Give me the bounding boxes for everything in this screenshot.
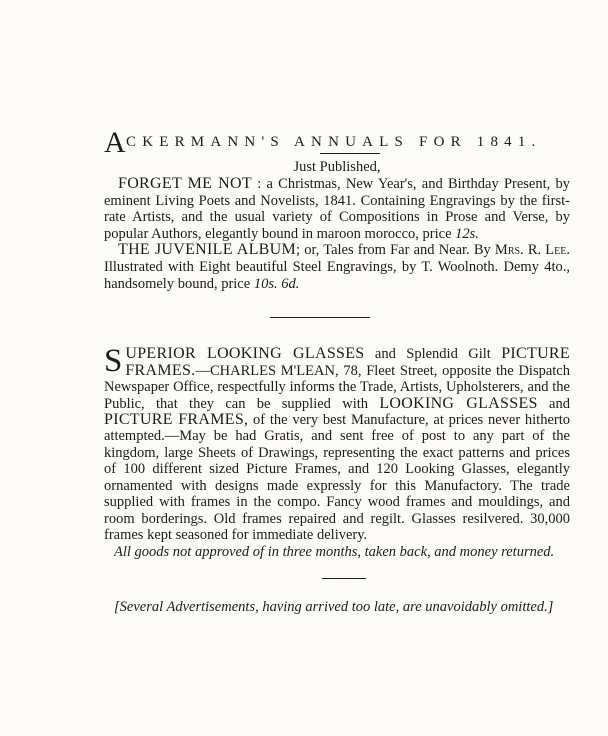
forget-me-not-price: 12s. xyxy=(455,225,479,242)
mclean-picture-frames-1: PICTURE FRAMES. xyxy=(125,345,570,379)
advertisement-page xyxy=(104,128,570,616)
juvenile-album-description: Illustrated with Eight beautiful Steel Engravings, by T. Woolnoth. Demy 4to., handsomely bound, price xyxy=(104,258,570,292)
juvenile-album-price: 10s. 6d. xyxy=(253,275,300,292)
advertisements-omitted-notice: [Several Advertisements, having arrived too late, are unavoidably omitted.] xyxy=(114,599,554,616)
mclean-text-d: of the very best Manufacture, at prices never hitherto attempted.—May be had Gratis, and sent free of post to any part of the kingdom, large Sheets of Drawings, representing the exact patterns and prices of 100 different sized Picture Frames, and 120 Looking Glasses, elegantly ornamented with designs made expressly for this Manufactory. The trade supplied with frames in the compo. Fancy wood frames and mouldings, and room borderings. Old frames repaired and regilt. Glasses resilvered. 30,000 frames kept seasoned for immediate delivery. xyxy=(104,411,570,544)
notice-divider-rule xyxy=(322,578,366,579)
juvenile-album-title: THE JUVENILE ALBUM xyxy=(118,241,297,259)
forget-me-not-advertisement xyxy=(104,176,570,242)
juvenile-album-advertisement xyxy=(104,242,570,292)
juvenile-album-author: Mrs. R. Lee. xyxy=(494,242,570,259)
forget-me-not-description: : a Christmas, New Year's, and Birthday Present, by eminent Living Poets and Novelists, 1841. Containing Engravings by the first-rate Artists, and the usual variety of Compositions in Prose and Verse, by popular Authors, elegantly bound in maroon morocco, price xyxy=(104,176,571,242)
mclean-looking-glasses: LOOKING GLASSES xyxy=(379,394,538,412)
forget-me-not-title: FORGET ME NOT xyxy=(118,175,252,192)
mclean-text-a: and Splendid Gilt xyxy=(364,346,502,363)
mclean-drop-capital: S xyxy=(104,343,123,380)
section-divider-rule xyxy=(270,317,370,318)
heading-title: CKERMANN'S ANNUALS FOR 1841. xyxy=(126,134,542,150)
mclean-lead-caps: UPERIOR LOOKING GLASSES xyxy=(125,345,365,363)
heading-underline-rule xyxy=(320,153,380,154)
heading-drop-capital: A xyxy=(104,126,126,159)
mclean-advertisement xyxy=(104,343,570,560)
mclean-picture-frames-2: PICTURE FRAMES, xyxy=(104,410,249,428)
mclean-guarantee: All goods not approved of in three months, taken back, and money returned. xyxy=(114,543,555,560)
mclean-body xyxy=(104,343,570,544)
ackermann-heading xyxy=(104,128,570,162)
mclean-text-c: and xyxy=(537,395,570,412)
just-published-label: Just Published, xyxy=(293,159,381,175)
mclean-text-b: —CHARLES M'LEAN, 78, Fleet Street, opposite the Dispatch Newspaper Office, respectfully informs the Trade, Artists, Upholsterers, and the Public, that they can be supplied with xyxy=(104,362,570,412)
juvenile-album-subtitle: ; or, Tales from Far and Near. By xyxy=(296,242,495,259)
